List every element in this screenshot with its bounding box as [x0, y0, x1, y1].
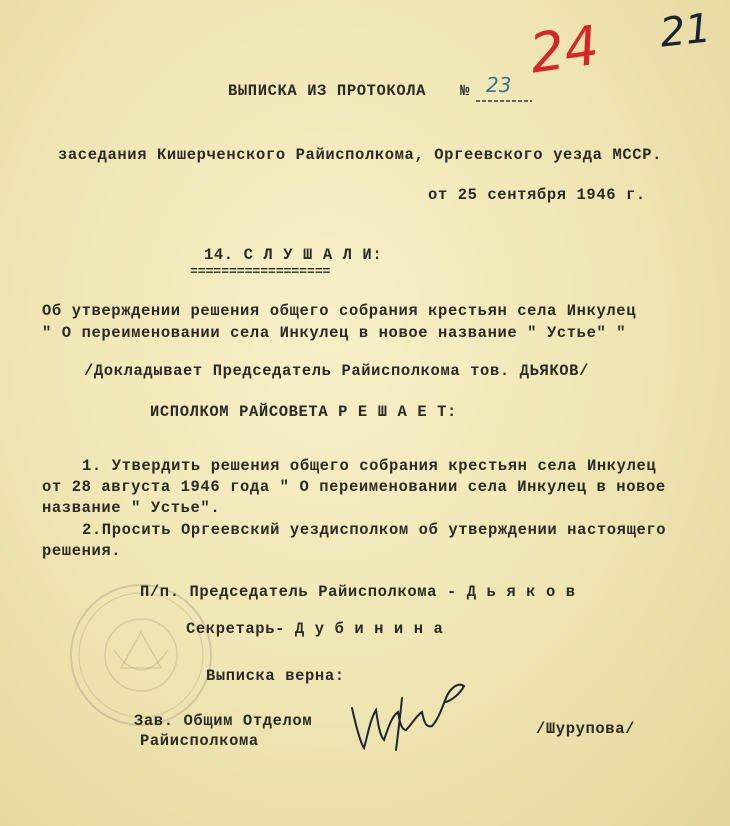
item-heading: 14. С Л У Ш А Л И: [204, 246, 383, 264]
item-heading-underline: ================== [190, 264, 331, 279]
subject-line-1: Об утверждении решения общего собрания крестьян села Инкулец [42, 302, 637, 320]
decision-point-1-line-1: 1. Утвердить решения общего собрания крестьян села Инкулец [82, 457, 657, 475]
number-sign: № [460, 82, 470, 100]
subject-line-2: " О переименовании села Инкулец в новое название " Устье" " [42, 324, 627, 342]
official-stamp [66, 580, 216, 730]
handwritten-signature [342, 668, 472, 758]
archive-page-number-black: 21 [657, 5, 714, 57]
document-title: ВЫПИСКА ИЗ ПРОТОКОЛА [228, 82, 427, 100]
department-head-title-1: Зав. Общим Отделом [134, 712, 313, 730]
reporter-line: /Докладывает Председатель Райисполкома тов. ДЬЯКОВ/ [84, 362, 589, 380]
certified-correct-label: Выписка верна: [206, 667, 345, 685]
chairman-signature-line: П/п. Председатель Райисполкома - Д ь я к о в [140, 583, 576, 601]
department-head-name: /Шурупова/ [536, 720, 636, 738]
meeting-subtitle: заседания Кишерченского Райисполкома, Оргеевского уезда МССР. [58, 146, 662, 164]
decision-point-1-line-2: от 28 августа 1946 года " О переименовании села Инкулец в новое [42, 478, 666, 496]
protocol-number-underline [476, 100, 536, 104]
meeting-date: от 25 сентября 1946 г. [428, 186, 646, 204]
secretary-signature-line: Секретарь- Д у б и н и н а [186, 620, 444, 638]
decision-heading: ИСПОЛКОМ РАЙСОВЕТА Р Е Ш А Е Т: [150, 403, 457, 421]
decision-point-2-line-2: решения. [42, 542, 122, 560]
department-head-title-2: Райисполкома [140, 732, 259, 750]
decision-point-2-line-1: 2.Просить Оргеевский уездисполком об утверждении настоящего [82, 521, 667, 539]
protocol-number: 23 [486, 73, 512, 97]
decision-point-1-line-3: название " Устье". [42, 499, 221, 517]
archive-page-number-red: 24 [525, 13, 603, 86]
